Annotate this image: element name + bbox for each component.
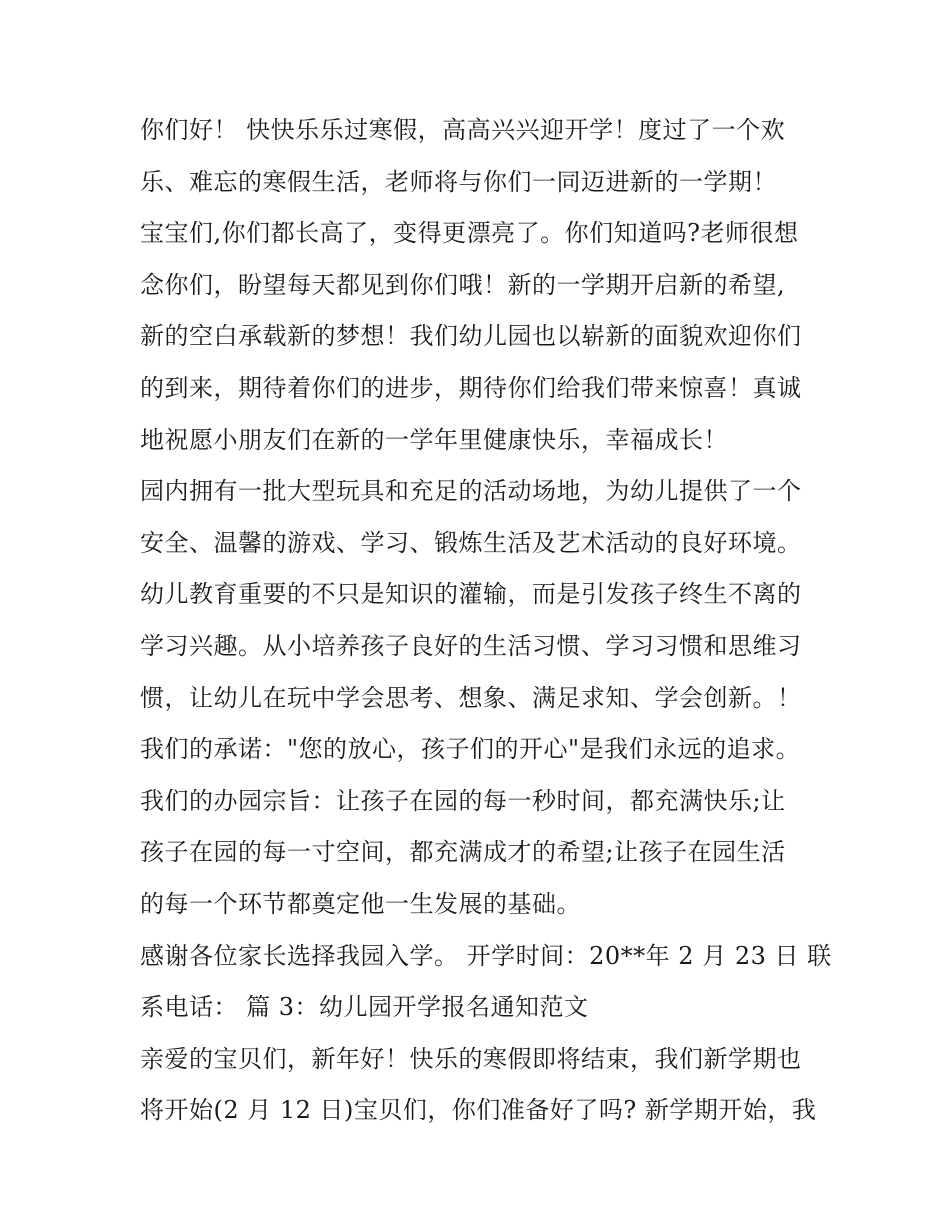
text-line: 的到来，期待着你们的进步，期待你们给我们带来惊喜！真诚 xyxy=(140,373,802,402)
text-line: 系电话： 篇 3：幼儿园开学报名通知范文 xyxy=(140,993,589,1022)
text-line: 幼儿教育重要的不只是知识的灌输，而是引发孩子终生不离的 xyxy=(140,580,802,609)
text-line: 孩子在园的每一寸空间，都充满成才的希望;让孩子在园生活 xyxy=(140,838,786,867)
text-line: 地祝愿小朋友们在新的一学年里健康快乐，幸福成长！ xyxy=(140,425,728,454)
text-line: 新的空白承载新的梦想！我们幼儿园也以崭新的面貌欢迎你们 xyxy=(140,322,802,351)
text-line: 乐、难忘的寒假生活，老师将与你们一同迈进新的一学期！ xyxy=(140,167,777,196)
document-body xyxy=(140,108,832,1140)
text-line: 安全、温馨的游戏、学习、锻炼生活及艺术活动的良好环境。 xyxy=(140,528,802,557)
text-line: 惯，让幼儿在玩中学会思考、想象、满足求知、学会创新。！ xyxy=(140,683,802,712)
text-line: 我们的承诺："您的放心，孩子们的开心"是我们永远的追求。 xyxy=(140,735,801,764)
text-line: 念你们，盼望每天都见到你们哦！新的一学期开启新的希望, xyxy=(140,270,786,299)
text-line: 将开始(2 月 12 日)宝贝们，你们准备好了吗? 新学期开始，我 xyxy=(140,1096,817,1125)
text-line: 感谢各位家长选择我园入学。 开学时间：20**年 2 月 23 日 联 xyxy=(140,941,832,970)
text-line: 园内拥有一批大型玩具和充足的活动场地，为幼儿提供了一个 xyxy=(140,477,802,506)
text-line: 的每一个环节都奠定他一生发展的基础。 xyxy=(140,889,581,918)
text-line: 宝宝们,你们都长高了，变得更漂亮了。你们知道吗?老师很想 xyxy=(140,219,799,248)
text-line: 你们好！ 快快乐乐过寒假，高高兴兴迎开学！度过了一个欢 xyxy=(140,116,786,144)
text-line: 亲爱的宝贝们，新年好！快乐的寒假即将结束，我们新学期也 xyxy=(140,1044,802,1073)
text-line: 学习兴趣。从小培养孩子良好的生活习惯、学习习惯和思维习 xyxy=(140,631,802,660)
text-line: 我们的办园宗旨：让孩子在园的每一秒时间，都充满快乐;让 xyxy=(140,786,786,815)
